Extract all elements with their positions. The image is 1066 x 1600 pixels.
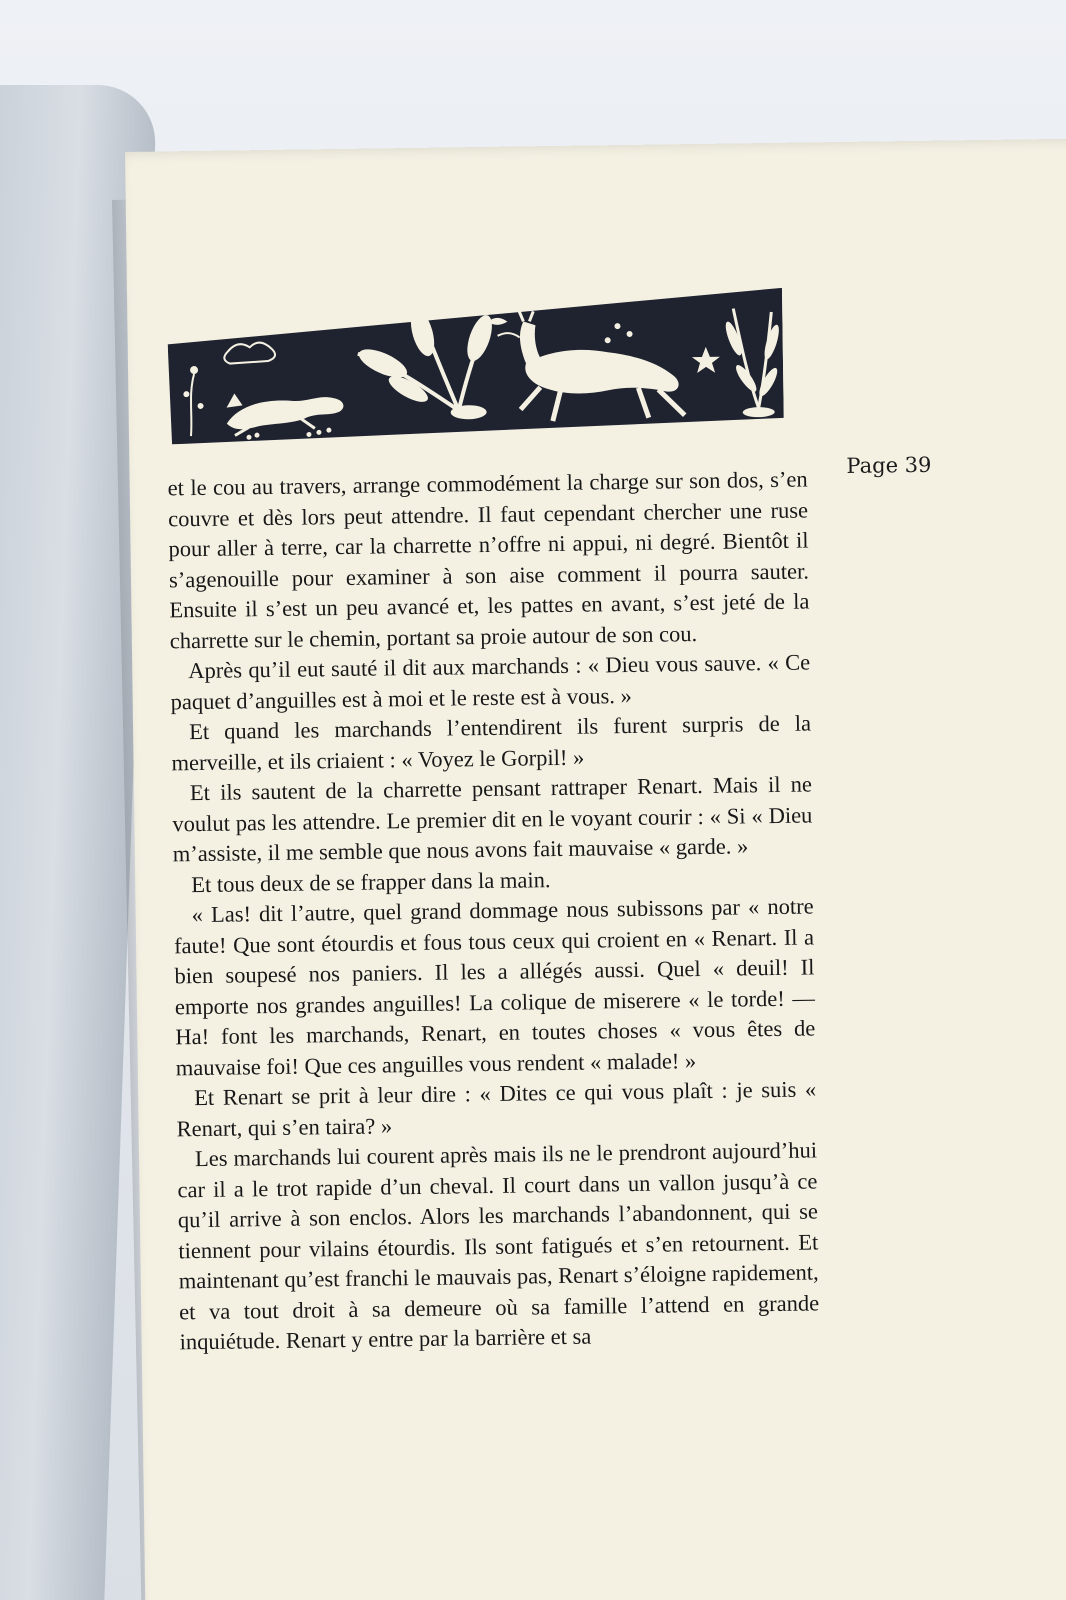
page-number: Page 39 [846,452,932,478]
paragraph: Et tous deux de se frapper dans la main. [191,866,551,897]
book-page [125,139,1066,1600]
paragraph: Et quand les marchands l’entendirent ils furent surpris de la merveille, et ils criaient : « Voyez le Gorpil! » [171,710,812,775]
paragraph: Et ils sautent de la charrette pensant rattraper Renart. Mais il ne voulut pas les attendre. Le premier dit en le voyant courir : « Si « Dieu m’assiste, il me semble que nous avons fait mauvaise « garde. » [172,771,813,867]
paragraph: Les marchands lui courent après mais ils ne le prendront aujourd’hui car il a le trot rapide d’un cheval. Il court dans un vallon jusqu’à ce qu’il arrive à son enclos. Alors les marchands l’abandonnent, qui se tiennent pour vilains étourdis. Ils sont fatigués et s’en retournent. Et maintenant qu’est franchi le mauvais pas, Renart s’éloigne rapidement, et va tout droit à sa demeure où sa famille l’attend en grande inquiétude. Renart y entre par la barrière et sa [177,1137,820,1355]
paragraph: et le cou au travers, arrange commodément la charge sur son dos, s’en couvre et dès lors peut attendre. Il faut cependant chercher une ruse pour aller à terre, car la charrette n’offre ni appui, ni degré. Bientôt il s’agenouille pour examiner à son aise comment il pourra sauter. Ensuite il s’est un peu avancé et, les pattes en avant, s’est jeté de la charrette sur le chemin, portant sa proie autour de son cou. [167,466,810,653]
woodcut-fox-and-deer-banner-icon [167,288,784,445]
body-text [167,465,819,1358]
paragraph: Après qu’il eut sauté il dit aux marchands : « Dieu vous sauve. « Ce paquet d’anguilles est à moi et le reste est à vous. » [170,649,811,714]
paragraph: « Las! dit l’autre, quel grand dommage nous subissons par « notre faute! Que sont étourdis et fous tous ceux qui croient en « Renart. Il a bien soupesé nos paniers. Il les a allégés aussi. Quel « deuil! Il emporte nos grandes anguilles! La colique de miserere « le torde! — Ha! font les marchands, Renart, en toutes choses « vous êtes de mauvaise foi! Que ces anguilles vous rendent « malade! » [173,893,816,1080]
paragraph: Et Renart se prit à leur dire : « Dites ce qui vous plaît : je suis « Renart, qui s’en taira? » [176,1076,817,1141]
